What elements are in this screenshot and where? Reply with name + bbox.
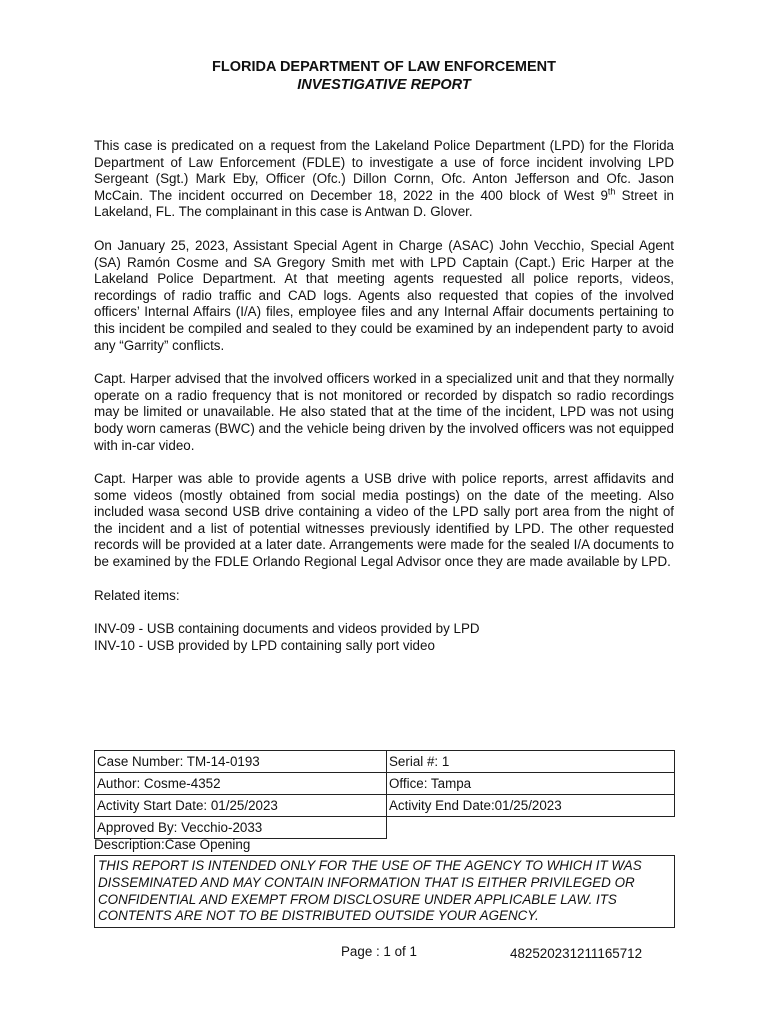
- report-header: [0, 58, 768, 94]
- report-body: [94, 138, 674, 654]
- table-row: [95, 751, 675, 773]
- paragraph-usb-provided: Capt. Harper was able to provide agents a USB drive with police reports, arrest affidavits and some videos (mostly obtained from social media postings) on the date of the meeting. Also included wasa second USB drive containing a video of the LPD sally port area from the night of the incident and a list of potential witnesses previously identified by LPD. The other requested records will be provided at a later date. Arrangements were made for the sealed I/A documents to be examined by the FDLE Orlando Regional Legal Advisor once they are made available by LPD.: [94, 471, 674, 570]
- paragraph-predication: [94, 138, 674, 221]
- start-date-cell: Activity Start Date: 01/25/2023: [95, 795, 387, 817]
- report-title: FLORIDA DEPARTMENT OF LAW ENFORCEMENT: [212, 59, 556, 75]
- related-item: INV-09 - USB containing documents and videos provided by LPD: [94, 621, 480, 637]
- table-row: [95, 817, 675, 839]
- office-cell: Office: Tampa: [387, 773, 675, 795]
- paragraph-meeting: On January 25, 2023, Assistant Special Agent in Charge (ASAC) John Vecchio, Special Agent (SA) Ramón Cosme and SA Gregory Smith met with LPD Captain (Capt.) Eric Harper at the Lakeland Police Department. At that meeting agents requested all police reports, videos, recordings of radio traffic and CAD logs. Agents also requested that copies of the involved officers’ Internal Affairs (I/A) files, employee files and any Internal Affair documents pertaining to this incident be compiled and sealed to they could be examined by an independent party to avoid any “Garrity” conflicts.: [94, 237, 674, 353]
- author-cell: Author: Cosme-4352: [95, 773, 387, 795]
- table-row: [95, 795, 675, 817]
- related-items-heading: Related items:: [94, 587, 180, 603]
- document-id: 482520231211165712: [510, 946, 643, 961]
- table-row: [95, 773, 675, 795]
- report-subtitle: INVESTIGATIVE REPORT: [297, 77, 471, 93]
- approved-by-cell: Approved By: Vecchio-2033: [95, 817, 387, 839]
- empty-cell: [387, 817, 675, 839]
- serial-cell: Serial #: 1: [387, 751, 675, 773]
- paragraph-harper-advised: Capt. Harper advised that the involved officers worked in a specialized unit and that they normally operate on a radio frequency that is not monitored or recorded by dispatch so radio recordings may be limited or unavailable. He also stated that at the time of the incident, LPD was not using body worn cameras (BWC) and the vehicle being driven by the involved officers was not equipped with in-car video.: [94, 371, 674, 453]
- case-number-cell: Case Number: TM-14-0193: [95, 751, 387, 773]
- case-info-table: [94, 750, 675, 839]
- end-date-cell: Activity End Date:01/25/2023: [387, 795, 675, 817]
- page-number: Page : 1 of 1: [341, 944, 417, 959]
- confidentiality-notice: THIS REPORT IS INTENDED ONLY FOR THE USE OF THE AGENCY TO WHICH IT WAS DISSEMINATED AND MAY CONTAIN INFORMATION THAT IS EITHER PRIVILEGED OR CONFIDENTIAL AND EXEMPT FROM DISCLOSURE UNDER APPLICABLE LAW. ITS CONTENTS ARE NOT TO BE DISTRIBUTED OUTSIDE YOUR AGENCY.: [94, 855, 675, 928]
- description-line: Description:Case Opening: [94, 837, 251, 852]
- ordinal-suffix: th: [607, 186, 616, 197]
- related-item: INV-10 - USB provided by LPD containing sally port video: [94, 637, 435, 653]
- paragraph-predication-text-b: Street in Lakeland, FL. The complainant in this case is Antwan D. Glover.: [94, 187, 674, 220]
- paragraph-predication-text-a: This case is predicated on a request from the Lakeland Police Department (LPD) for the Florida Department of Law Enforcement (FDLE) to investigate a use of force incident involving LPD Sergeant (Sgt.) Mark Eby, Officer (Ofc.) Dillon Cornn, Ofc. Anton Jefferson and Ofc. Jason McCain. The incident occurred on December 18, 2022 in the 400 block of West 9: [94, 138, 674, 203]
